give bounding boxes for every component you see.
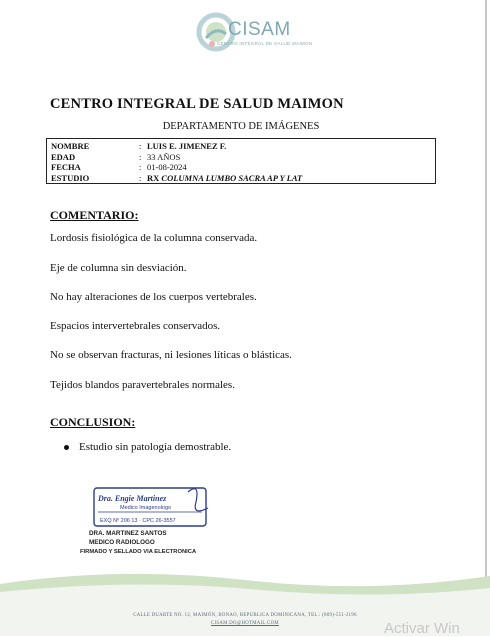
patient-value: 01-08-2024 [147,162,187,172]
patient-value: 33 AÑOS [147,151,181,162]
patient-label: NOMBRE [51,141,90,151]
conclusion-heading: CONCLUSION: [50,415,136,429]
patient-row-age: EDAD : 33 AÑOS [51,151,181,162]
bullet-icon [64,445,69,450]
conclusion-item: Estudio sin patología demostrable. [64,441,231,453]
footer-address: CALLE DUARTE NO. 12, MAIMÓN, BONAO, REPUBLICA DOMINICANA, TEL.: (809)-551-2196 [133,613,357,618]
patient-row-date: FECHA : 01-08-2024 [51,162,187,172]
patient-info-box [46,138,436,184]
signature-block [89,530,167,547]
doctor-title: MEDICO RADIOLOGO [89,538,155,546]
signature-stamp [80,482,225,530]
logo-subtitle: CENTRO INTEGRAL DE SALUD MAIMON [217,41,313,46]
patient-row-name: NOMBRE : LUIS E. JIMENEZ F. [51,141,227,151]
footer-email[interactable]: CISAM.DO@HOTMAIL.COM [211,621,279,626]
signature-note: FIRMADO Y SELLADO VIA ELECTRONICA [80,549,197,555]
patient-row-study: ESTUDIO : RX COLUMNA LUMBO SACRA AP Y LAT [51,172,303,183]
patient-label: EDAD [51,151,76,162]
comment-line: Espacios intervertebrales conservados. [50,320,221,332]
comment-line: Eje de columna sin desviación. [50,262,187,274]
doctor-name: DRA. MARTINEZ SANTOS [89,530,167,537]
comment-heading: COMENTARIO: [50,208,139,222]
center-title: CENTRO INTEGRAL DE SALUD MAIMON [50,96,344,112]
comment-line: Lordosis fisiológica de la columna conservada. [50,232,258,244]
patient-label: FECHA [51,162,81,172]
department-title: DEPARTAMENTO DE IMÁGENES [162,121,320,132]
stamp-title: Medico Imagenologo [120,505,172,511]
patient-value: RX COLUMNA LUMBO SACRA AP Y LAT [147,172,303,183]
logo-text: CISAM [228,19,291,40]
comment-line: Tejidos blandos paravertebrales normales. [50,379,235,391]
patient-value: LUIS E. JIMENEZ F. [147,141,227,151]
patient-label: ESTUDIO [51,172,90,183]
stamp-name: Dra. Engie Martinez [98,494,167,503]
activation-watermark: Activar Win [384,620,460,637]
comment-line: No hay alteraciones de los cuerpos vertebrales. [50,291,257,303]
comment-line: No se observan fracturas, ni lesiones líticas o blásticas. [50,349,292,361]
stamp-exq: EXQ Nº 206 13 · CPC 26-3557 [100,518,176,524]
